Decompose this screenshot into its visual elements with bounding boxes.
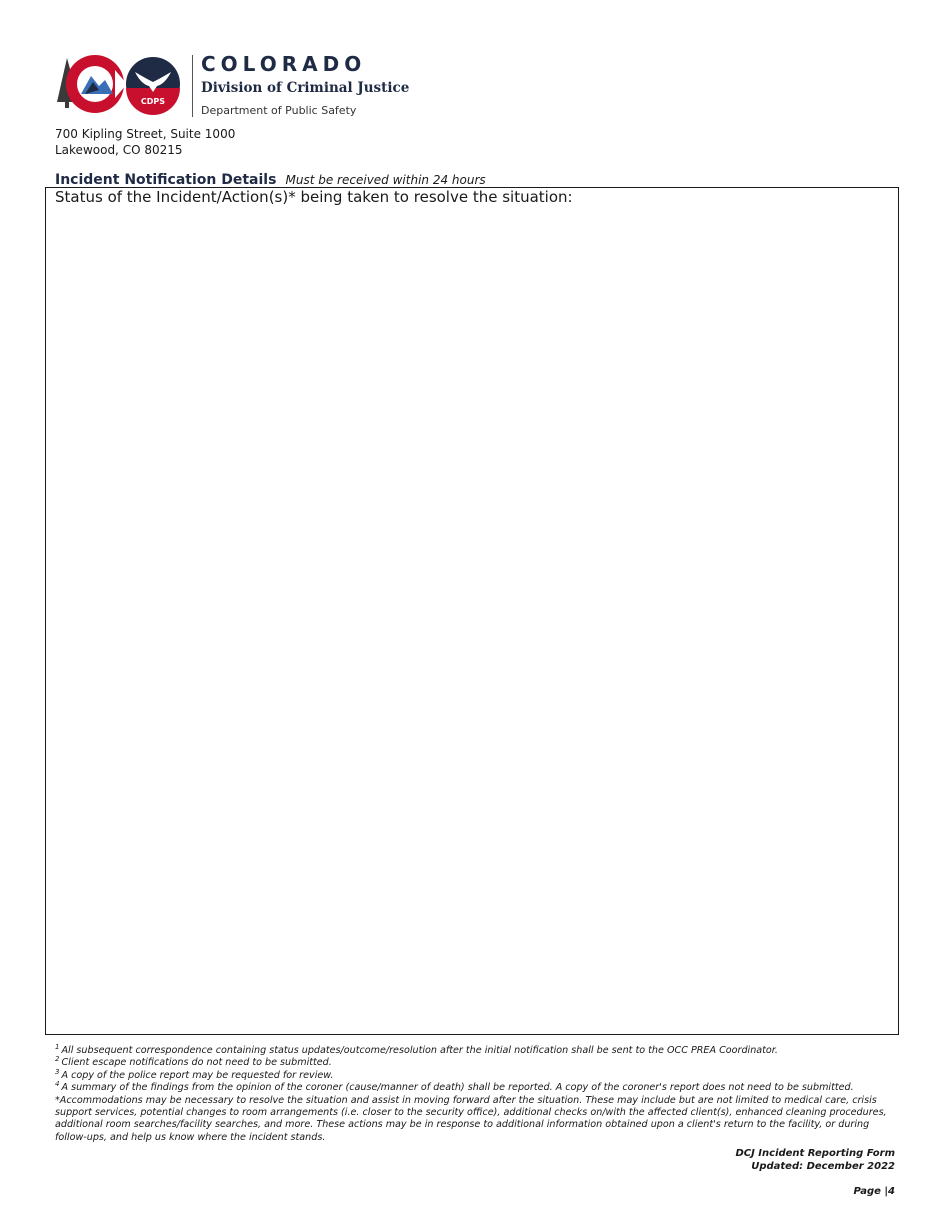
org-department: Department of Public Safety (201, 104, 357, 117)
footnote-4: $^4$ A summary of the findings from the opinion of the coroner (cause/manner of death) shall be reported. A copy of the coroner's report does not need to be submitted. (55, 1080, 854, 1094)
incident-status-label: Status of the Incident/Action(s)* being taken to resolve the situation: (55, 188, 573, 206)
colorado-cdps-logo (55, 52, 190, 117)
section-heading (55, 169, 486, 188)
address-line-1: 700 Kipling Street, Suite 1000 (55, 127, 236, 141)
address-line-2: Lakewood, CO 80215 (55, 143, 183, 157)
accommodations-note: *Accommodations may be necessary to resolve the situation and assist in moving forward after the situation. These may include but are not limited to medical care, crisis support services, potential changes to room arrangements (i.e. closer to the security office), additional checks on/with the affected client(s), enhanced cleaning procedures, additional room searches/facility searches, and more. These actions may be in response to additional information obtained upon a client's return to the facility, or during follow-ups, and help us know where the incident stands. (55, 1094, 887, 1143)
logo-badge-text: CDPS (140, 97, 166, 106)
incident-status-field[interactable] (45, 187, 899, 1035)
org-name: COLORADO (201, 52, 367, 76)
org-division: Division of Criminal Justice (201, 80, 410, 96)
footnote-3: $^3$ A copy of the police report may be requested for review. (55, 1067, 334, 1081)
footnote-2: $^2$ Client escape notifications do not need to be submitted. (55, 1055, 332, 1069)
page-number: Page |4 (853, 1186, 895, 1197)
section-deadline-note: Must be received within 24 hours (285, 173, 486, 187)
footnote-1: $^1$ All subsequent correspondence containing status updates/outcome/resolution after the initial notification shall be sent to the OCC PREA Coordinator. (55, 1042, 778, 1056)
form-info (735, 1147, 895, 1173)
footnotes (55, 1042, 895, 1144)
form-updated: Updated: December 2022 (751, 1161, 895, 1172)
logo-divider (192, 55, 193, 117)
form-name: DCJ Incident Reporting Form (735, 1148, 895, 1159)
section-title: Incident Notification Details (55, 172, 277, 188)
mailing-address (55, 126, 235, 158)
